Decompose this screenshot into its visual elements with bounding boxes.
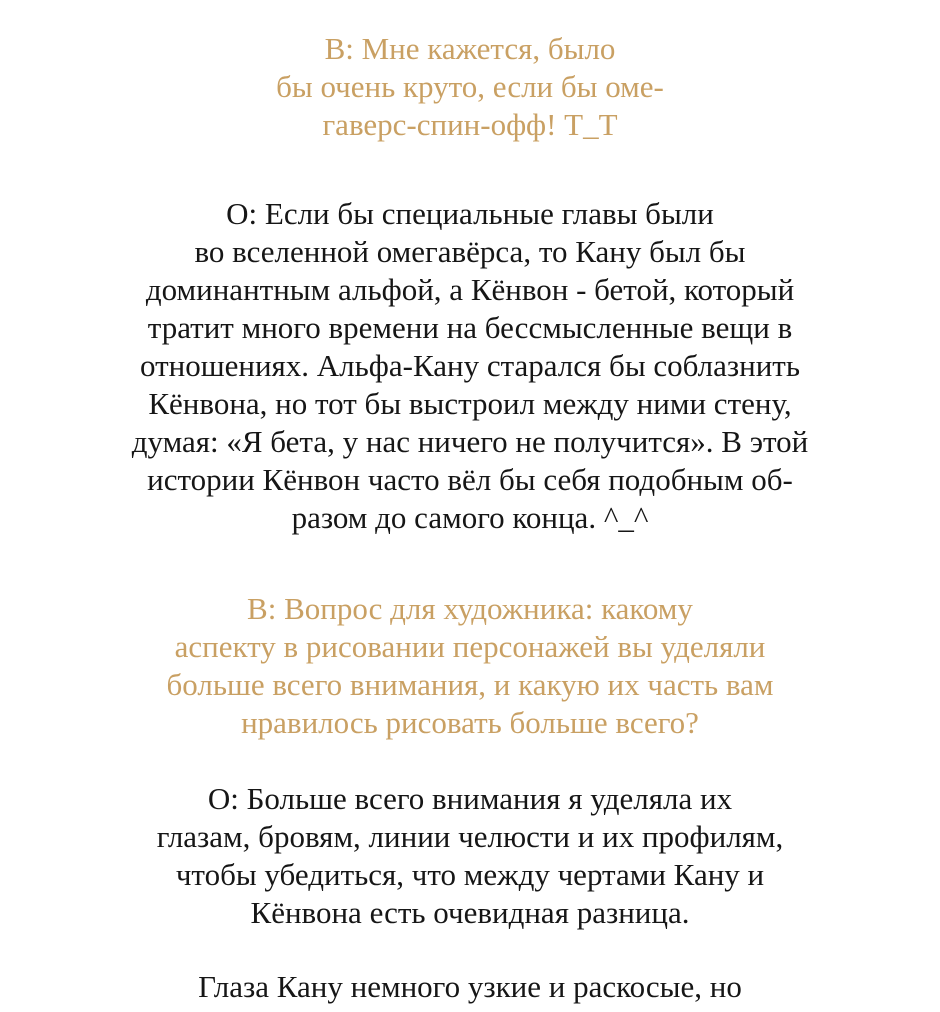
question-1-line: бы очень круто, если бы оме- — [276, 69, 664, 104]
answer-1-line: во вселенной омегавёрса, то Кану был бы — [194, 234, 746, 269]
answer-1-line: истории Кёнвон часто вёл бы себя подобным об- — [147, 462, 793, 497]
question-2-line: больше всего внимания, и какую их часть вам — [166, 667, 774, 702]
answer-2-line: глазам, бровям, линии челюсти и их профилям, — [156, 819, 784, 854]
answer-1-line: доминантным альфой, а Кёнвон - бетой, который — [145, 272, 795, 307]
answer-1-line: разом до самого конца. ^_^ — [291, 500, 649, 535]
answer-2 — [0, 780, 940, 932]
question-1 — [0, 30, 940, 144]
answer-1 — [0, 195, 940, 537]
question-2-line: В: Вопрос для художника: какому — [247, 591, 693, 626]
answer-1-line: думая: «Я бета, у нас ничего не получится». В этой — [131, 424, 809, 459]
answer-2-line: чтобы убедиться, что между чертами Кану и — [175, 857, 765, 892]
answer-2-continuation-line: Глаза Кану немного узкие и раскосые, но — [198, 969, 742, 1004]
question-2-line: аспекту в рисовании персонажей вы уделяли — [174, 629, 766, 664]
question-2 — [0, 590, 940, 742]
answer-1-line: О: Если бы специальные главы были — [226, 196, 714, 231]
answer-1-line: тратит много времени на бессмысленные вещи в — [147, 310, 793, 345]
answer-1-line: отношениях. Альфа-Кану старался бы соблазнить — [140, 348, 800, 383]
answer-2-line: О: Больше всего внимания я уделяла их — [207, 781, 733, 816]
question-2-line: нравилось рисовать больше всего? — [241, 705, 699, 740]
answer-1-line: Кёнвона, но тот бы выстроил между ними стену, — [148, 386, 792, 421]
answer-2-continuation — [0, 968, 940, 1006]
question-1-line: гаверс-спин-офф! Т_Т — [322, 107, 618, 142]
question-1-line: В: Мне кажется, было — [324, 31, 616, 66]
answer-2-line: Кёнвона есть очевидная разница. — [250, 895, 690, 930]
